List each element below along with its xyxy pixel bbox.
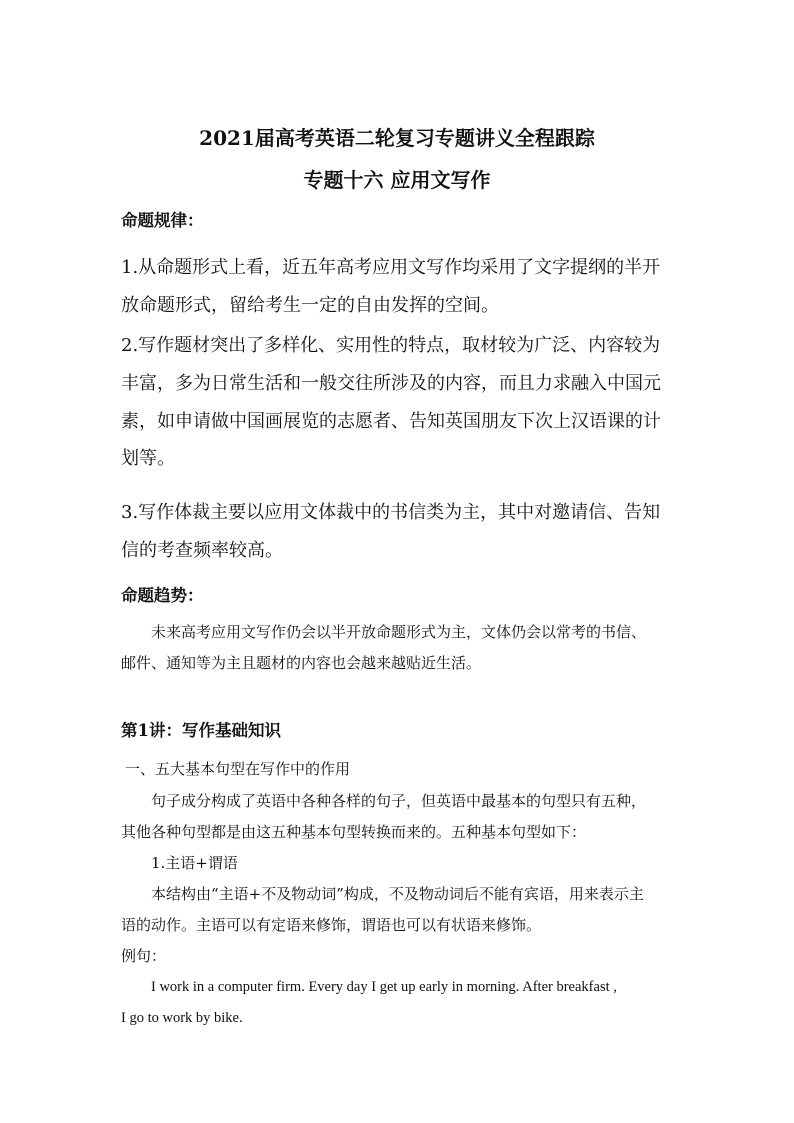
trend-heading: 命题趋势：	[121, 586, 204, 605]
intro-line-1: 句子成分构成了英语中各种各样的句子，但英语中最基本的句型只有五种，	[151, 792, 647, 810]
rules-item-2	[121, 327, 681, 478]
trend-paragraph-line-1: 未来高考应用文写作仍会以半开放命题形式为主，文体仍会以常考的书信、	[151, 623, 647, 641]
example-line-2: I go to work by bike.	[121, 1010, 243, 1026]
lesson-heading: 第1讲：写作基础知识	[121, 721, 281, 740]
text-line: 丰富，多为日常生活和一般交往所涉及的内容，而且力求融入中国元	[121, 372, 661, 394]
text-line: 素，如申请做中国画展览的志愿者、告知英国朋友下次上汉语课的计	[121, 410, 661, 432]
text-line: 信的考查频率较高。	[121, 539, 283, 561]
example-label: 例句：	[121, 947, 167, 965]
rules-item-3	[121, 494, 681, 570]
rules-heading: 命题规律：	[121, 211, 204, 230]
pattern-1-label: 1.主语+谓语	[151, 854, 238, 872]
example-line-1: I work in a computer firm. Every day I get up early in morning. After breakfast ,	[151, 979, 617, 995]
text-line: 放命题形式，留给考生一定的自由发挥的空间。	[121, 294, 499, 316]
pattern-1-desc-line-2: 语的动作。主语可以有定语来修饰，谓语也可以有状语来修饰。	[121, 916, 542, 934]
rules-item-1	[121, 249, 681, 325]
pattern-1-desc-line-1: 本结构由“主语+不及物动词”构成，不及物动词后不能有宾语，用来表示主	[151, 885, 644, 903]
text-line: 2.写作题材突出了多样化、实用性的特点，取材较为广泛、内容较为	[121, 335, 661, 356]
intro-line-2: 其他各种句型都是由这五种基本句型转换而来的。五种基本句型如下：	[121, 823, 587, 841]
lesson-subheading: 一、五大基本句型在写作中的作用	[125, 760, 351, 778]
text-line: 1.从命题形式上看，近五年高考应用文写作均采用了文字提纲的半开	[121, 257, 661, 278]
trend-paragraph-line-2: 邮件、通知等为主且题材的内容也会越来越贴近生活。	[121, 654, 482, 672]
document-title: 2021届高考英语二轮复习专题讲义全程跟踪	[199, 126, 595, 150]
text-line: 3.写作体裁主要以应用文体裁中的书信类为主，其中对邀请信、告知	[121, 502, 661, 523]
document-subtitle: 专题十六 应用文写作	[303, 168, 491, 192]
text-line: 划等。	[121, 448, 175, 470]
